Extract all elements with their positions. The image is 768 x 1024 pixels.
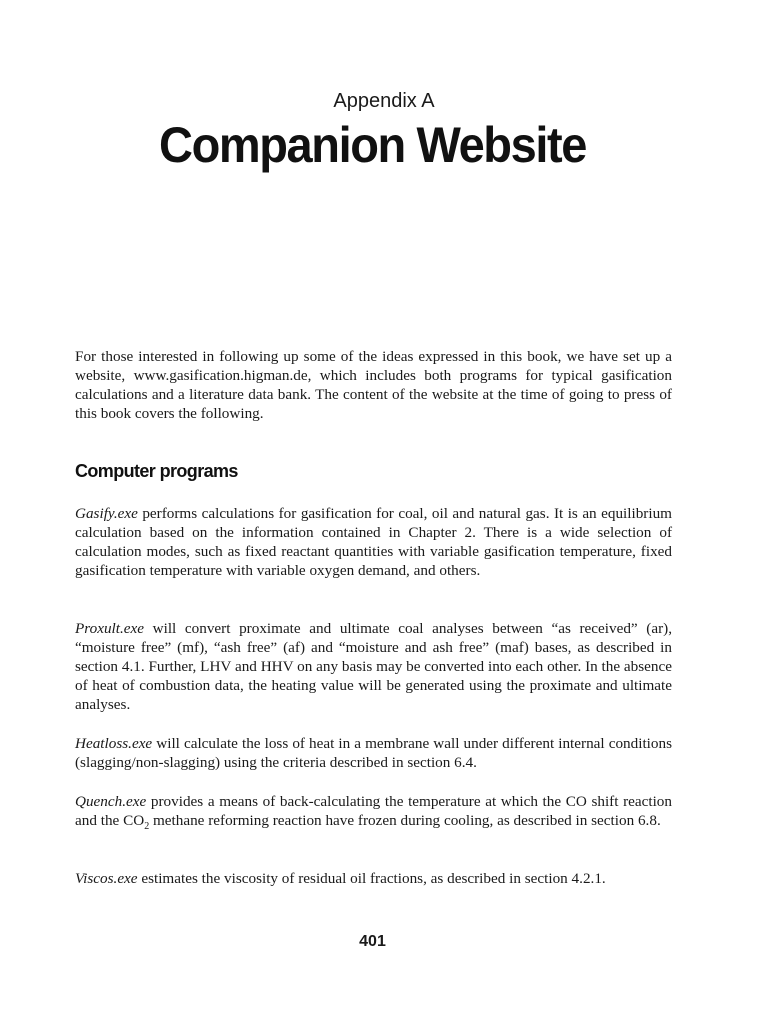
program-description: will calculate the loss of heat in a membrane wall under different internal conditions (slagging/non-slagging) using the criteria described in section 6.4. — [75, 735, 672, 771]
appendix-label: Appendix A — [333, 90, 435, 112]
program-quench — [75, 792, 672, 833]
program-heatloss — [75, 734, 672, 772]
intro-paragraph: For those interested in following up some of the ideas expressed in this book, we have set up a website, www.gasification.higman.de, which includes both programs for typical gasification calculations and a literature data bank. The content of the website at the time of going to press of this book covers the following. — [75, 348, 672, 422]
subscript: 2 — [144, 821, 150, 833]
page-number: 401 — [359, 933, 386, 950]
program-description: performs calculations for gasification for coal, oil and natural gas. It is an equilibrium calculation based on the information contained in Chapter 2. There is a wide selection of calculation modes, such as fixed reactant quantities with variable gasification temperature, fixed gasification temperature with variable oxygen demand, and others. — [75, 505, 672, 579]
program-name: Gasify.exe — [75, 505, 138, 522]
program-name: Viscos.exe — [75, 870, 138, 887]
program-name: Proxult.exe — [75, 620, 145, 637]
program-viscos — [75, 869, 672, 888]
program-description-cont: methane reforming reaction have frozen during cooling, as described in section 6.8. — [149, 812, 661, 829]
section-heading: Computer programs — [75, 461, 238, 481]
program-description: estimates the viscosity of residual oil fractions, as described in section 4.2.1. — [137, 870, 606, 887]
page-title: Companion Website — [159, 117, 586, 173]
program-description: will convert proximate and ultimate coal analyses between “as received” (ar), “moisture free” (mf), “ash free” (af) and “moisture and ash free” (maf) bases, as described in section 4.1. Further, LHV and HHV on any basis may be converted into each other. In the absence of heat of combustion data, the heating value will be generated using the proximate and ultimate analyses. — [75, 620, 672, 713]
program-name: Quench.exe — [75, 793, 147, 810]
program-gasify — [75, 504, 672, 580]
program-name: Heatloss.exe — [75, 735, 153, 752]
program-description: provides a means of back-calculating the temperature at which the CO shift reaction and the CO — [75, 793, 672, 829]
program-proxult — [75, 619, 672, 714]
